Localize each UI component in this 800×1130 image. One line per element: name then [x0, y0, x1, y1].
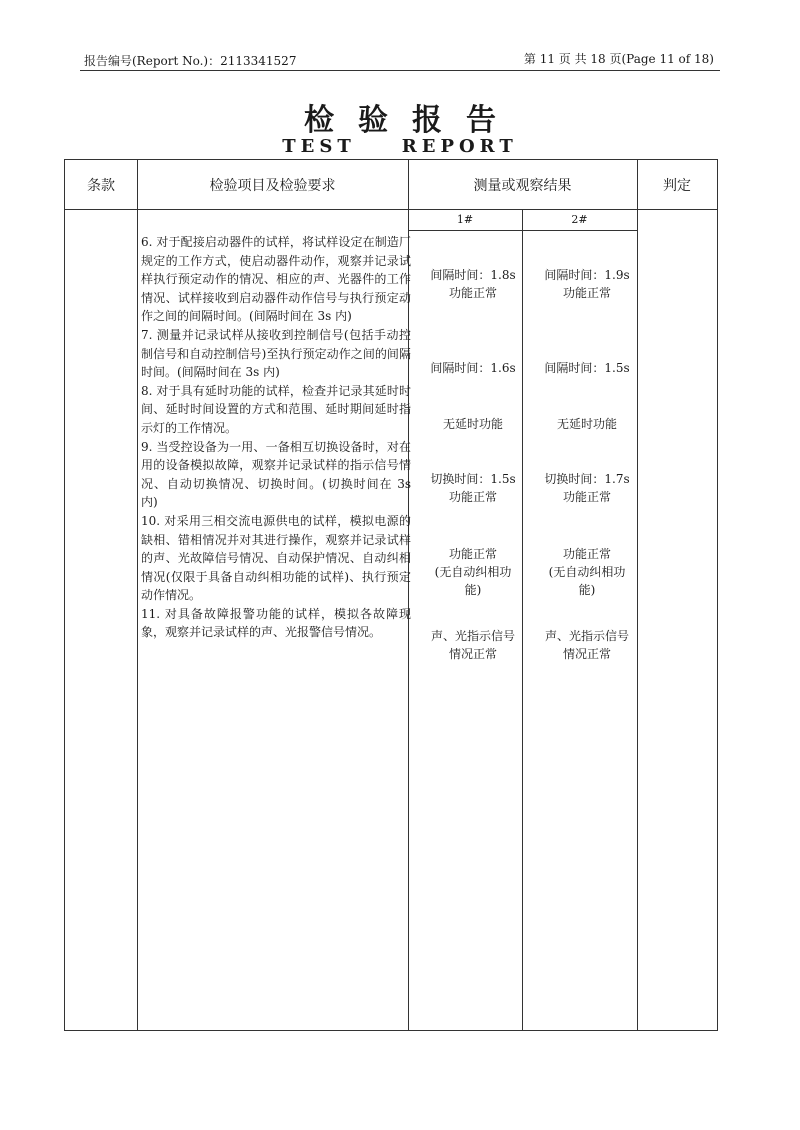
result-sample-1: 功能正常 (无自动纠相功 能) — [434, 547, 512, 597]
requirement-item: 9. 当受控设备为一用、一备相互切换设备时，对在用的设备模拟故障，观察并记录试样的指示信号情况、自动切换情况、切换时间。(切换时间在 3s 内) — [141, 439, 411, 510]
requirement-item: 7. 测量并记录试样从接收到控制信号(包括手动控制信号和自动控制信号)至执行预定动作之间的间隔时间。(间隔时间在 3s 内) — [141, 327, 411, 380]
header-verdict: 判定 — [663, 177, 691, 194]
requirement-item: 8. 对于具有延时功能的试样，检查并记录其延时时间、延时时间设置的方式和范围、延时期间延时指示灯的工作情况。 — [141, 383, 411, 435]
result-sample-1: 声、光指示信号 情况正常 — [430, 629, 515, 661]
requirement-item: 11. 对具备故障报警功能的试样，模拟各故障现象，观察并记录试样的声、光报警信号情况。 — [141, 606, 411, 640]
title-en-right: REPORT — [401, 136, 518, 157]
subheader-sample-2: 2# — [571, 213, 588, 226]
result-sample-2: 声、光指示信号 情况正常 — [544, 629, 629, 661]
col-divider-results — [522, 209, 523, 1030]
inspection-table — [64, 159, 718, 1031]
header-item: 检验项目及检验要求 — [209, 177, 336, 194]
header-rule — [80, 70, 720, 71]
page-title: 检验报告 — [304, 103, 520, 138]
header-clause: 条款 — [87, 177, 115, 194]
result-sample-1: 切换时间：1.5s 功能正常 — [430, 472, 516, 504]
requirement-item: 6. 对于配接启动器件的试样，将试样设定在制造厂规定的工作方式，使启动器件动作，观察并记录试样执行预定动作的情况、相应的声、光器件的工作情况、试样接收到启动器件动作信号与执行预定动作之间的间隔时间。(间隔时间在 3s 内) — [141, 235, 411, 324]
requirement-list — [141, 233, 411, 642]
page-number: 第 11 页 共 18 页(Page 11 of 18) — [523, 52, 714, 66]
result-sample-2: 间隔时间：1.9s 功能正常 — [544, 268, 630, 300]
result-sample-1: 间隔时间：1.6s — [430, 361, 516, 375]
result-sample-2: 功能正常 (无自动纠相功 能) — [548, 547, 626, 597]
header-result: 测量或观察结果 — [473, 177, 572, 194]
result-sample-2: 切换时间：1.7s 功能正常 — [544, 472, 630, 504]
page-title-en — [0, 136, 800, 157]
result-sample-1: 无延时功能 — [442, 417, 503, 431]
report-number: 报告编号(Report No.)：2113341527 — [84, 54, 297, 68]
result-sample-1: 间隔时间：1.8s 功能正常 — [430, 268, 516, 300]
subheader-sample-1: 1# — [456, 213, 474, 226]
result-sample-2: 间隔时间：1.5s — [544, 361, 630, 375]
subheader-bottom-line — [408, 230, 637, 231]
col-divider-clause — [137, 160, 138, 1030]
result-sample-2: 无延时功能 — [556, 417, 617, 431]
header-bottom-line — [65, 209, 717, 210]
title-en-left: TEST — [282, 136, 356, 157]
requirement-item: 10. 对采用三相交流电源供电的试样，模拟电源的缺相、错相情况并对其进行操作，观察并记录试样的声、光故障信号情况、自动保护情况、自动纠相情况(仅限于具备自动纠相功能的试样)、执行预定动作情况。 — [141, 513, 411, 603]
